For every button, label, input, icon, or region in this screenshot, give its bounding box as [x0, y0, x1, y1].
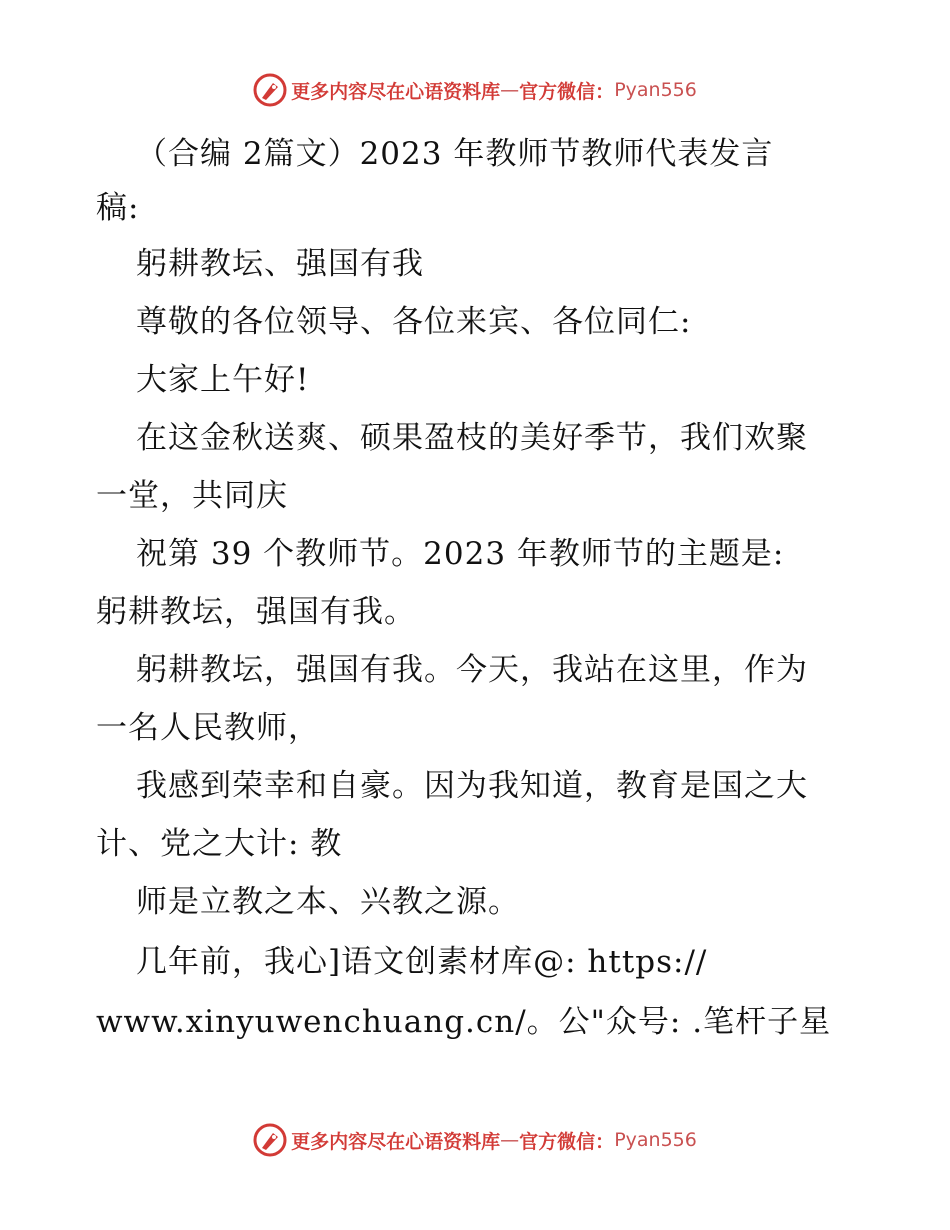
banner-dash: — — [500, 1129, 520, 1151]
doc-paragraph-line: 师是立教之本、兴教之源。 — [136, 884, 520, 920]
banner-wechat-label: 官方微信： — [519, 1130, 615, 1153]
pen-nib-logo-icon — [253, 73, 287, 107]
doc-title-line-1: （合编 2篇文）2023 年教师节教师代表发言 — [136, 136, 774, 172]
doc-paragraph-line: 几年前，我心]语文创素材库@: https:// — [136, 944, 708, 980]
doc-paragraph-line: 计、党之大计: 教 — [96, 826, 343, 862]
banner-wechat-label: 官方微信： — [519, 80, 615, 103]
doc-paragraph-line: 祝第 39 个教师节。2023 年教师节的主题是: — [136, 536, 785, 572]
doc-subtitle: 躬耕教坛、强国有我 — [136, 246, 424, 282]
doc-paragraph-line: 我感到荣幸和自豪。因为我知道，教育是国之大 — [136, 768, 808, 804]
pen-nib-logo-icon — [253, 1123, 287, 1157]
doc-paragraph-line: 躬耕教坛，强国有我。今天，我站在这里，作为 — [136, 652, 808, 688]
doc-paragraph-line: 在这金秋送爽、硕果盈枝的美好季节，我们欢聚 — [136, 420, 808, 456]
banner-dash: — — [500, 79, 520, 101]
footer-banner — [0, 1120, 950, 1160]
header-banner — [0, 70, 950, 110]
doc-paragraph-line: 一堂，共同庆 — [96, 478, 288, 514]
banner-site-text: 更多内容尽在心语资料库 — [291, 1130, 501, 1153]
doc-paragraph-line: 躬耕教坛，强国有我。 — [96, 594, 416, 630]
doc-paragraph-line: 一名人民教师， — [96, 710, 320, 746]
banner-wechat-id: Pyan556 — [614, 1129, 697, 1151]
doc-title-line-2: 稿: — [96, 190, 140, 226]
banner-site-text: 更多内容尽在心语资料库 — [291, 80, 501, 103]
doc-greeting: 大家上午好! — [136, 362, 310, 398]
banner-wechat-id: Pyan556 — [614, 79, 697, 101]
doc-salutation: 尊敬的各位领导、各位来宾、各位同仁: — [136, 304, 692, 340]
doc-paragraph-line: www.xinyuwenchuang.cn/。公"众号: .笔杆子星 — [96, 1004, 832, 1040]
